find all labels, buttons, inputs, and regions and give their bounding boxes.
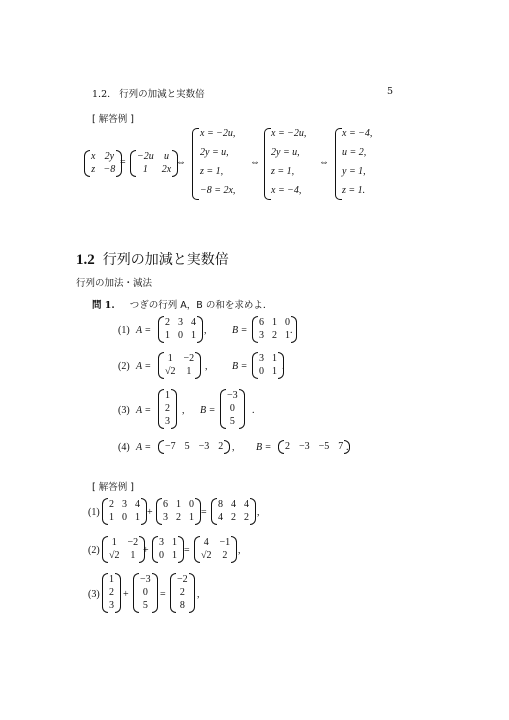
b-label: B = xyxy=(232,361,248,372)
matrix-A xyxy=(102,498,147,525)
cell: u xyxy=(163,151,169,162)
cell: 5 xyxy=(142,600,148,611)
cell: 1 xyxy=(186,366,192,377)
system-1 xyxy=(200,124,235,200)
a-label: A = xyxy=(136,325,152,336)
cell: 3 xyxy=(178,317,183,328)
cell: 6 xyxy=(163,499,168,510)
cell: 0 xyxy=(178,330,183,341)
cell: −1 xyxy=(219,537,231,548)
sys-line: y = 1, xyxy=(342,166,366,177)
plus-sign: + xyxy=(147,507,153,518)
cell: −3 xyxy=(140,574,151,585)
b-label: B = xyxy=(256,442,272,453)
cell: 2 xyxy=(109,499,114,510)
period: . xyxy=(282,361,285,372)
item-number: (4) xyxy=(118,442,130,453)
matrix-m1 xyxy=(84,150,122,177)
sys-line: 2y = u, xyxy=(200,147,229,158)
cell: 5 xyxy=(229,416,235,427)
cell: 2 xyxy=(165,403,170,414)
cell: 0 xyxy=(229,403,235,414)
cell: 3 xyxy=(165,416,170,427)
matrix-A xyxy=(102,536,145,563)
sys-line: x = −2u, xyxy=(271,128,307,139)
cell: 2 xyxy=(109,587,114,598)
iff-sign: ⇔ xyxy=(250,157,260,168)
cell: 1 xyxy=(272,353,277,364)
plus-sign: + xyxy=(143,545,149,556)
comma: , xyxy=(197,589,200,600)
cell: 1 xyxy=(172,550,177,561)
cell: 0 xyxy=(189,499,194,510)
section-number: 1.2 xyxy=(76,252,95,268)
a-label: A = xyxy=(136,361,152,372)
cell: 4 xyxy=(135,499,140,510)
system-2 xyxy=(271,124,306,200)
b-label: B = xyxy=(200,405,216,416)
problem-label: 問 1. xyxy=(92,300,115,311)
cell: 3 xyxy=(109,600,114,611)
comma: , xyxy=(232,442,235,453)
iff-sign: ⇔ xyxy=(319,157,329,168)
cell: −3 xyxy=(299,441,310,452)
header-section-number: 1.2. xyxy=(92,89,111,100)
answer-label-top: [ 解答例 ] xyxy=(92,114,134,125)
cell: 1 xyxy=(165,330,170,341)
cell: 7 xyxy=(338,441,344,452)
sys-line: x = −4, xyxy=(342,128,373,139)
cell: 1 xyxy=(285,330,290,341)
cell: 1 xyxy=(272,366,277,377)
cell: 3 xyxy=(163,512,168,523)
a-label: A = xyxy=(136,405,152,416)
cell: 1 xyxy=(142,164,148,175)
cell: √2 xyxy=(109,550,120,561)
cell: −2 xyxy=(177,574,188,585)
equals-sign: = xyxy=(201,507,207,518)
cell: 2 xyxy=(272,330,277,341)
item-number: (2) xyxy=(118,361,130,372)
sys-line: z = 1, xyxy=(271,166,295,177)
sys-line: z = 1, xyxy=(200,166,224,177)
cell: 3 xyxy=(159,537,164,548)
period: . xyxy=(290,325,293,336)
cell: −2 xyxy=(127,537,139,548)
cell: 1 xyxy=(189,512,194,523)
page-number: 5 xyxy=(387,86,394,97)
cell: 1 xyxy=(176,499,181,510)
cell: 0 xyxy=(285,317,290,328)
cell: 3 xyxy=(259,330,264,341)
cell: 1 xyxy=(172,537,177,548)
comma: , xyxy=(205,361,208,372)
a-label: A = xyxy=(136,442,152,453)
cell: 6 xyxy=(259,317,264,328)
item-number: (2) xyxy=(88,545,100,556)
cell: 4 xyxy=(231,499,236,510)
cell: 2 xyxy=(165,317,170,328)
cell: −3 xyxy=(198,441,210,452)
sys-line: z = 1. xyxy=(342,185,366,196)
problem-statement xyxy=(92,297,272,311)
equals-sign: = xyxy=(184,545,190,556)
matrix-A xyxy=(158,389,177,429)
brace-2 xyxy=(264,128,271,200)
cell: 0 xyxy=(142,587,148,598)
cell: 5 xyxy=(184,441,190,452)
sys-line: x = −2u, xyxy=(200,128,236,139)
cell: −5 xyxy=(318,441,330,452)
cell: 4 xyxy=(244,499,249,510)
cell: −2 xyxy=(183,353,195,364)
item-number: (3) xyxy=(118,405,130,416)
brace-1 xyxy=(192,128,199,200)
header-title: 行列の加減と実数倍 xyxy=(119,89,205,100)
cell: 1 xyxy=(167,353,173,364)
period: . xyxy=(252,405,255,416)
cell: 4 xyxy=(191,317,196,328)
subsection-title: 行列の加法・減法 xyxy=(76,278,153,289)
matrix-B xyxy=(220,389,245,429)
matrix-B xyxy=(252,352,284,379)
matrix-A xyxy=(158,316,203,343)
problem-text: つぎの行列 A，B の和を求めよ． xyxy=(129,300,273,311)
cell: 2x xyxy=(161,164,172,175)
cell: z xyxy=(91,164,96,175)
item-number: (1) xyxy=(88,507,100,518)
cell: −7 xyxy=(165,441,176,452)
cell: 1 xyxy=(191,330,196,341)
matrix-A xyxy=(158,352,201,379)
cell: 1 xyxy=(272,317,277,328)
sys-line: x = −4, xyxy=(271,185,302,196)
matrix-B xyxy=(133,573,158,613)
sys-line: 2y = u, xyxy=(271,147,300,158)
cell: 3 xyxy=(259,353,264,364)
cell: 0 xyxy=(159,550,164,561)
system-3 xyxy=(342,124,372,200)
comma: , xyxy=(257,507,260,518)
cell: 1 xyxy=(111,537,117,548)
cell: 0 xyxy=(259,366,264,377)
matrix-m2 xyxy=(130,150,178,177)
item-number: (1) xyxy=(118,325,130,336)
cell: √2 xyxy=(165,366,176,377)
item-number: (3) xyxy=(88,589,100,600)
cell: √2 xyxy=(201,550,212,561)
cell: 1 xyxy=(135,512,140,523)
matrix-A xyxy=(102,573,121,613)
cell: −3 xyxy=(227,390,238,401)
cell: 8 xyxy=(218,499,223,510)
cell: 4 xyxy=(203,537,209,548)
matrix-sum xyxy=(211,498,256,525)
cell: −2u xyxy=(137,151,154,162)
cell: 8 xyxy=(179,600,185,611)
cell: −8 xyxy=(103,164,116,175)
matrix-B xyxy=(152,536,184,563)
cell: 2 xyxy=(244,512,249,523)
sys-line: u = 2, xyxy=(342,147,367,158)
cell: 1 xyxy=(109,512,114,523)
equals-sign: = xyxy=(160,589,166,600)
matrix-B xyxy=(278,440,350,454)
brace-3 xyxy=(335,128,342,200)
section-heading xyxy=(76,249,229,269)
cell: 3 xyxy=(122,499,127,510)
cell: 1 xyxy=(130,550,136,561)
comma: , xyxy=(204,325,207,336)
cell: 2 xyxy=(231,512,236,523)
cell: 2y xyxy=(104,151,115,162)
sys-line: −8 = 2x, xyxy=(200,185,236,196)
cell: 2 xyxy=(176,512,181,523)
cell: 1 xyxy=(109,574,114,585)
plus-sign: + xyxy=(123,589,129,600)
b-label: B = xyxy=(232,325,248,336)
cell: 2 xyxy=(179,587,185,598)
answer-label: [ 解答例 ] xyxy=(92,482,134,493)
section-title: 行列の加減と実数倍 xyxy=(102,252,229,268)
cell: x xyxy=(91,151,96,162)
matrix-sum xyxy=(194,536,237,563)
matrix-B xyxy=(156,498,201,525)
matrix-A xyxy=(158,440,230,454)
comma: , xyxy=(182,405,185,416)
comma: , xyxy=(238,545,241,556)
matrix-sum xyxy=(170,573,195,613)
cell: 1 xyxy=(165,390,170,401)
cell: 2 xyxy=(218,441,224,452)
equals-sign: = xyxy=(120,157,126,168)
cell: 4 xyxy=(218,512,223,523)
cell: 2 xyxy=(222,550,228,561)
iff-sign: ⇔ xyxy=(176,157,186,168)
running-header xyxy=(92,86,205,100)
cell: 0 xyxy=(122,512,127,523)
period: . xyxy=(346,442,349,453)
cell: 2 xyxy=(285,441,290,452)
